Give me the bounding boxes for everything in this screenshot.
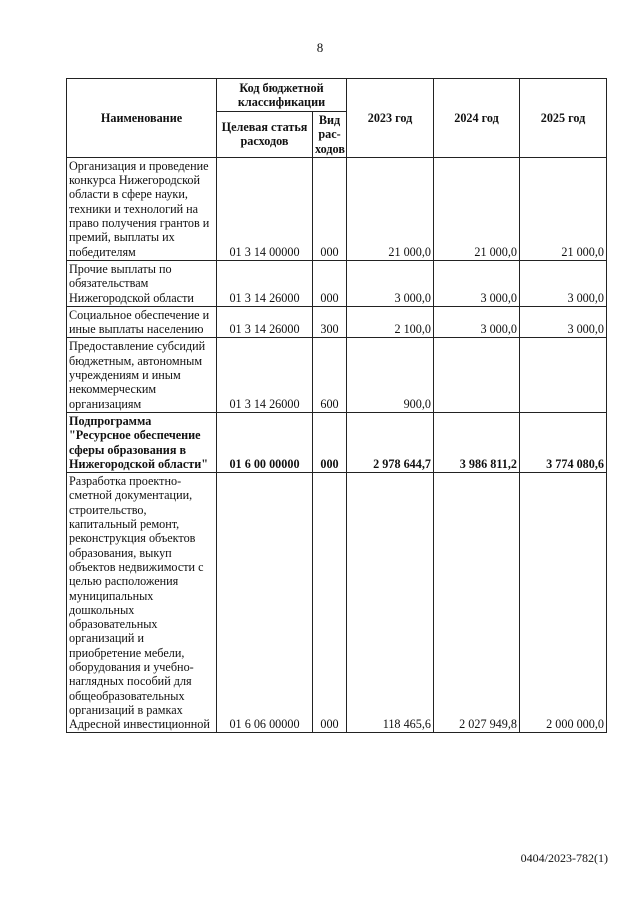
row-target-code: 01 3 14 26000 [217,306,313,338]
row-value-2023: 3 000,0 [347,260,434,306]
row-target-code: 01 3 14 26000 [217,338,313,412]
row-value-2025: 21 000,0 [520,157,607,260]
row-value-2025: 3 774 080,6 [520,412,607,472]
header-2025: 2025 год [520,79,607,158]
header-budget-code: Код бюджетной классификации [217,79,347,112]
page-number: 8 [316,40,324,55]
row-value-2024: 21 000,0 [434,157,520,260]
row-name: Социальное обеспечение и иные выплаты населению [67,306,217,338]
header-name: Наименование [67,79,217,158]
table-row [67,338,607,412]
row-expense-kind: 600 [313,338,347,412]
row-expense-kind: 000 [313,473,347,733]
row-expense-kind: 000 [313,157,347,260]
table-row [67,473,607,733]
row-name: Разработка проектно-сметной документации, строительство, капитальный ремонт, реконструкция объектов образования, выкуп объектов недвижимости с целью расположения муниципальных дошкольных образовательных организаций и приобретение мебели, оборудования и учебно-наглядных пособий для общеобразовательных организаций в рамках Адресной инвестиционной [67,473,217,733]
row-value-2025: 3 000,0 [520,260,607,306]
row-value-2023: 900,0 [347,338,434,412]
row-expense-kind: 000 [313,260,347,306]
budget-table [66,78,607,733]
header-expense-kind: Вид рас-ходов [313,112,347,158]
row-value-2024: 2 027 949,8 [434,473,520,733]
row-value-2023: 118 465,6 [347,473,434,733]
row-value-2024: 3 000,0 [434,306,520,338]
row-target-code: 01 3 14 26000 [217,260,313,306]
header-2023: 2023 год [347,79,434,158]
table-row [67,157,607,260]
row-value-2024 [434,338,520,412]
header-2024: 2024 год [434,79,520,158]
row-value-2023: 2 978 644,7 [347,412,434,472]
table-row [67,412,607,472]
row-value-2024: 3 000,0 [434,260,520,306]
row-expense-kind: 000 [313,412,347,472]
row-value-2023: 2 100,0 [347,306,434,338]
row-name: Предоставление субсидий бюджетным, автономным учреждениям и иным некоммерческим организациям [67,338,217,412]
table-row [67,306,607,338]
header-target-article: Целевая статья расходов [217,112,313,158]
row-value-2023: 21 000,0 [347,157,434,260]
row-expense-kind: 300 [313,306,347,338]
row-target-code: 01 6 06 00000 [217,473,313,733]
document-id: 0404/2023-782(1) [520,851,608,865]
row-value-2024: 3 986 811,2 [434,412,520,472]
row-value-2025 [520,338,607,412]
row-name: Прочие выплаты по обязательствам Нижегородской области [67,260,217,306]
row-value-2025: 3 000,0 [520,306,607,338]
table-row [67,260,607,306]
row-target-code: 01 6 00 00000 [217,412,313,472]
row-target-code: 01 3 14 00000 [217,157,313,260]
row-name: Подпрограмма "Ресурсное обеспечение сферы образования в Нижегородской области" [67,412,217,472]
row-value-2025: 2 000 000,0 [520,473,607,733]
row-name: Организация и проведение конкурса Нижегородской области в сфере науки, техники и технологий на право получения грантов и премий, выплаты их победителям [67,157,217,260]
